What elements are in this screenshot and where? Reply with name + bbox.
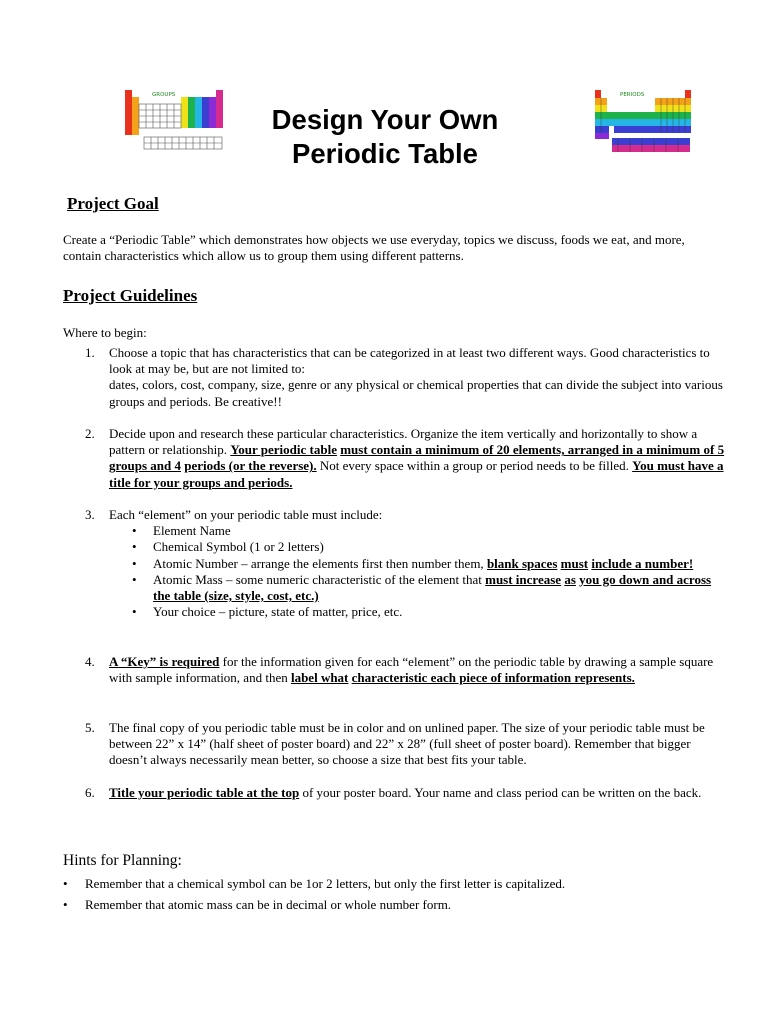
item-6-text: of your poster board. Your name and class period can be written on the back. — [299, 785, 702, 800]
page-title — [220, 103, 550, 171]
item-number: 6. — [85, 785, 95, 800]
item-2-emphasis-4: You must have a title for your groups and periods. — [109, 458, 724, 490]
emphasis-blank-spaces: blank spaces — [486, 555, 558, 571]
item-2-emphasis-2: must contain a minimum of 20 elements, arranged in a minimum of 5 groups and 4 — [109, 442, 725, 474]
project-goal-heading: Project Goal — [67, 194, 159, 213]
item-5-text: The final copy of you periodic table must be in color and on unlined paper. The size of your periodic table must be between 22” x 14” (half sheet of poster board) and 22” x 28” (full sheet of poster board). Remember that bigger doesn’t always necessarily mean better, so choose a size that best fits your table. — [109, 720, 705, 768]
guideline-item-1 — [63, 345, 728, 410]
item-4-text: for the information given for each “element” on the periodic table by drawing a sample square with sample information, and then — [109, 654, 714, 686]
item-1-text-b: dates, colors, cost, company, size, genre or any physical or chemical properties that can divide the subject into various groups and periods. Be creative!! — [109, 377, 723, 409]
emphasis-include-number: include a number! — [591, 555, 694, 571]
list-item — [153, 556, 728, 572]
hint-text-1: Remember that a chemical symbol can be 1or 2 letters, but only the first letter is capitalized. — [85, 876, 566, 891]
item-2-emphasis-3: periods (or the reverse). — [184, 458, 317, 474]
item-number: 4. — [85, 654, 95, 669]
emphasis-as: as — [564, 571, 576, 587]
requirement-atomic-mass: Atomic Mass – some numeric characteristic of the element that — [153, 571, 486, 587]
hint-item-1 — [63, 876, 565, 892]
item-2-text-c: Not every space within a group or period needs to be filled. — [316, 458, 633, 474]
list-item — [153, 604, 728, 620]
bullet: • — [63, 876, 68, 891]
item-number: 3. — [85, 507, 95, 522]
guideline-item-4 — [63, 654, 728, 686]
guideline-item-5 — [63, 720, 728, 769]
item-1-text-a: Choose a topic that has characteristics that can be categorized in at least two different ways. Good characteristics to look at may be, but are not limited to: — [109, 345, 710, 377]
emphasis-down-and-across: you go down and across the table (size, style, cost, etc.) — [153, 571, 712, 604]
requirement-your-choice: Your choice – picture, state of matter, price, etc. — [153, 604, 403, 620]
item-number: 2. — [85, 426, 95, 441]
hint-item-2 — [63, 897, 451, 913]
groups-label: GROUPS — [152, 92, 176, 98]
item-3-intro: Each “element” on your periodic table must include: — [109, 507, 383, 522]
item-2-text-a: Decide upon and research these particular characteristics. Organize the item vertically and horizontally to show a pattern or relationship. — [109, 426, 698, 458]
item-number: 5. — [85, 720, 95, 735]
requirement-element-name: Element Name — [153, 523, 231, 539]
list-item — [153, 572, 728, 604]
periods-periodic-table-logo — [594, 88, 692, 154]
emphasis-characteristic: characteristic each piece of information represents. — [351, 670, 635, 686]
periods-label: PERIODS — [620, 92, 645, 98]
hints-heading: Hints for Planning: — [63, 852, 182, 869]
item-2-text — [109, 426, 728, 491]
item-2-emphasis-1: Your periodic table — [230, 442, 337, 458]
project-guidelines-heading: Project Guidelines — [63, 286, 198, 305]
element-requirements-list — [109, 523, 728, 620]
page-title-line2: Periodic Table — [292, 138, 478, 169]
emphasis-label-what: label what — [290, 670, 349, 686]
bullet: • — [63, 897, 68, 912]
emphasis-title-at-top: Title your periodic table at the top — [109, 785, 300, 800]
emphasis-must: must — [560, 555, 589, 571]
where-to-begin: Where to begin: — [63, 325, 147, 340]
guideline-item-6 — [63, 785, 728, 801]
list-item — [153, 539, 728, 555]
emphasis-must-increase: must increase — [485, 571, 562, 587]
periods-colored-rows — [595, 90, 691, 152]
list-item — [153, 523, 728, 539]
project-goal-text: Create a “Periodic Table” which demonstrates how objects we use everyday, topics we discuss, foods we eat, and more, contain characteristics which allow us to group them using different patterns. — [63, 232, 685, 263]
guideline-item-3 — [63, 507, 728, 620]
groups-periodic-table-logo — [124, 88, 224, 152]
requirement-atomic-number: Atomic Number – arrange the elements first then number them, — [153, 555, 487, 571]
emphasis-key-required: A “Key” is required — [109, 654, 220, 669]
hint-text-2: Remember that atomic mass can be in decimal or whole number form. — [85, 897, 452, 912]
item-number: 1. — [85, 345, 95, 360]
page-title-line1: Design Your Own — [271, 104, 499, 135]
guideline-item-2 — [63, 426, 728, 491]
requirement-chemical-symbol: Chemical Symbol (1 or 2 letters) — [153, 539, 324, 555]
